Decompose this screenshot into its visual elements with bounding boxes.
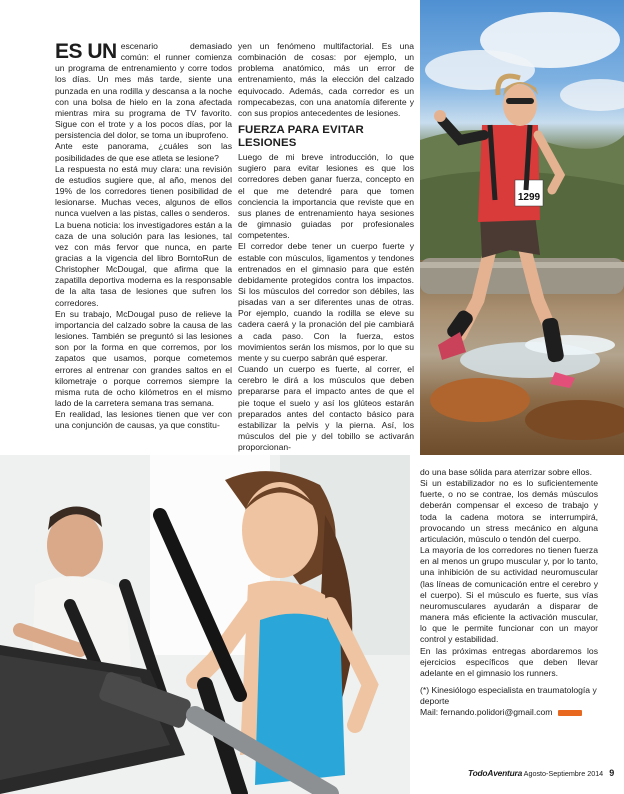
paragraph: En las próximas entregas abordaremos los ejercicios específicos que deben llevar adelante en el gimnasio los runners. xyxy=(420,645,598,678)
gym-photo xyxy=(0,455,410,794)
paragraph: La mayoría de los corredores no tienen fuerza en al menos un grupo muscular y, por lo tanto, una inhibición de su actividad neuromuscular (las líneas de comunicación entre el cerebro y el cuerpo). Si el músculo es fuerte, sus vías neuromusculares ayudarán a disparar de manera más eficiente la activación muscular, lo que le permite funcionar con un mayor control y estabilidad. xyxy=(420,545,598,645)
article-column-2 xyxy=(238,41,414,453)
issue-date: Agosto-Septiembre 2014 xyxy=(523,769,604,778)
paragraph: La respuesta no está muy clara: una revisión de estudios sugiere que, al año, menos del 19% de los corredores tienen posibilidad de lesionarse. Muchas veces, algunos de ellos nunca vuelven a las pistas, calles o senderos. xyxy=(55,163,232,219)
paragraph: Cuando un cuerpo es fuerte, al correr, el cerebro le dirá a los músculos que deben prepararse para el impacto antes de que el pie toque el suelo y así los glúteos estarán preparados antes del contacto básico para estabilizar la pelvis y la pierna. Así, los músculos del pie y del tobillo se activarán proporcionan- xyxy=(238,364,414,453)
paragraph: La buena noticia: los investigadores están a la caza de una solución para las lesiones, tal vez con más fervor que nunca, en parte gracias a la vigencia del libro BorntoRun de Christopher McDougal, que afirma que la zapatilla deportiva moderna es la responsable de la alta tasa de lesiones que sufren los corredores. xyxy=(55,219,232,308)
paragraph: En su trabajo, McDougal puso de relieve la importancia del calzado sobre la causa de las lesiones. También se preguntó si las lesiones son por la forma en que corremos, por los zapatos que usamos, porque cometemos errores al entrenar con grandes saltos en el kilometraje o porque corremos siempre la misma ruta de ocho kilómetros en el mismo lado de la carretera semana tras semana. xyxy=(55,308,232,408)
paragraph: Si un estabilizador no es lo suficientemente fuerte, o no se contrae, los demás músculos deberán compensar el exceso de trabajo y toda la cadena motora se interrumpirá, provocando un stress mecánico en alguna articulación, músculo o tendón del cuerpo. xyxy=(420,478,598,544)
dropcap: ES UN xyxy=(55,40,117,63)
page-footer xyxy=(468,768,614,778)
runner-photo xyxy=(420,0,624,455)
section-subhead: FUERZA PARA EVITAR LESIONES xyxy=(238,124,364,150)
article-column-1 xyxy=(55,41,232,431)
author-mail-line xyxy=(420,707,598,718)
author-note: (*) Kinesiólogo especialista en traumatología y deporte xyxy=(420,684,597,707)
paragraph: El corredor debe tener un cuerpo fuerte y estable con músculos, ligamentos y tendones entrenados en el gimnasio para que estén debidamente protegidos contra los impactos. Si los músculos del corredor son débiles, las pisadas van a ser diferentes unas de otras. Por ejemplo, cuando la rodilla se eleve su cadera caerá y la pronación del pie cambiará a cada paso. Con la fuerza, estos movimientos serán los mismos, por lo que su mente y su cuerpo sabrán qué esperar. xyxy=(238,241,414,363)
article-column-3 xyxy=(420,467,598,718)
paragraph: En realidad, las lesiones tienen que ver con una conjunción de causas, ya que constitu- xyxy=(55,409,232,431)
bib-number: 1299 xyxy=(517,192,541,203)
paragraph: yen un fenómeno multifactorial. Es una combinación de cosas: por ejemplo, un problema anatómico, más un error de entrenamiento, más la elección del calzado equivocado. Además, cada corredor es un rompecabezas, con una anatomía diferente y con sus propios antecedentes de lesiones. xyxy=(238,41,414,118)
author-mail[interactable]: Mail: fernando.polidori@gmail.com xyxy=(420,707,553,718)
page-number: 9 xyxy=(609,768,615,778)
paragraph: do una base sólida para aterrizar sobre ellos. xyxy=(420,467,592,477)
paragraph: Luego de mi breve introducción, lo que sugiero para evitar lesiones es que los corredores deben ganar fuerza, concepto en el que me detendré para que tomen conciencia la importancia que reviste que en sus planes de entrenamiento haya sesiones de gimnasio guiadas por profesionales competentes. xyxy=(238,152,414,241)
magazine-brand: TodoAventura xyxy=(468,768,523,778)
intro-paragraph: ES UN escenario demasiado común: el runner comienza un programa de entrenamiento y corre todos los días. Un mes más tarde, siente una punzada en una rodilla y descansa a la noche con una bolsa de hielo en la zona afectada mientras mira su programa de TV favorito. Sigue con el trote y a los pocos días, por la persistencia del dolor, se toma un ibuprofeno. xyxy=(55,40,232,141)
runner-illustration xyxy=(420,0,624,455)
mail-accent-bar xyxy=(558,710,582,716)
paragraph: Ante este panorama, ¿cuáles son las posibilidades de que ese atleta se lesione? xyxy=(55,141,232,163)
elliptical-trainers-illustration xyxy=(0,455,410,794)
